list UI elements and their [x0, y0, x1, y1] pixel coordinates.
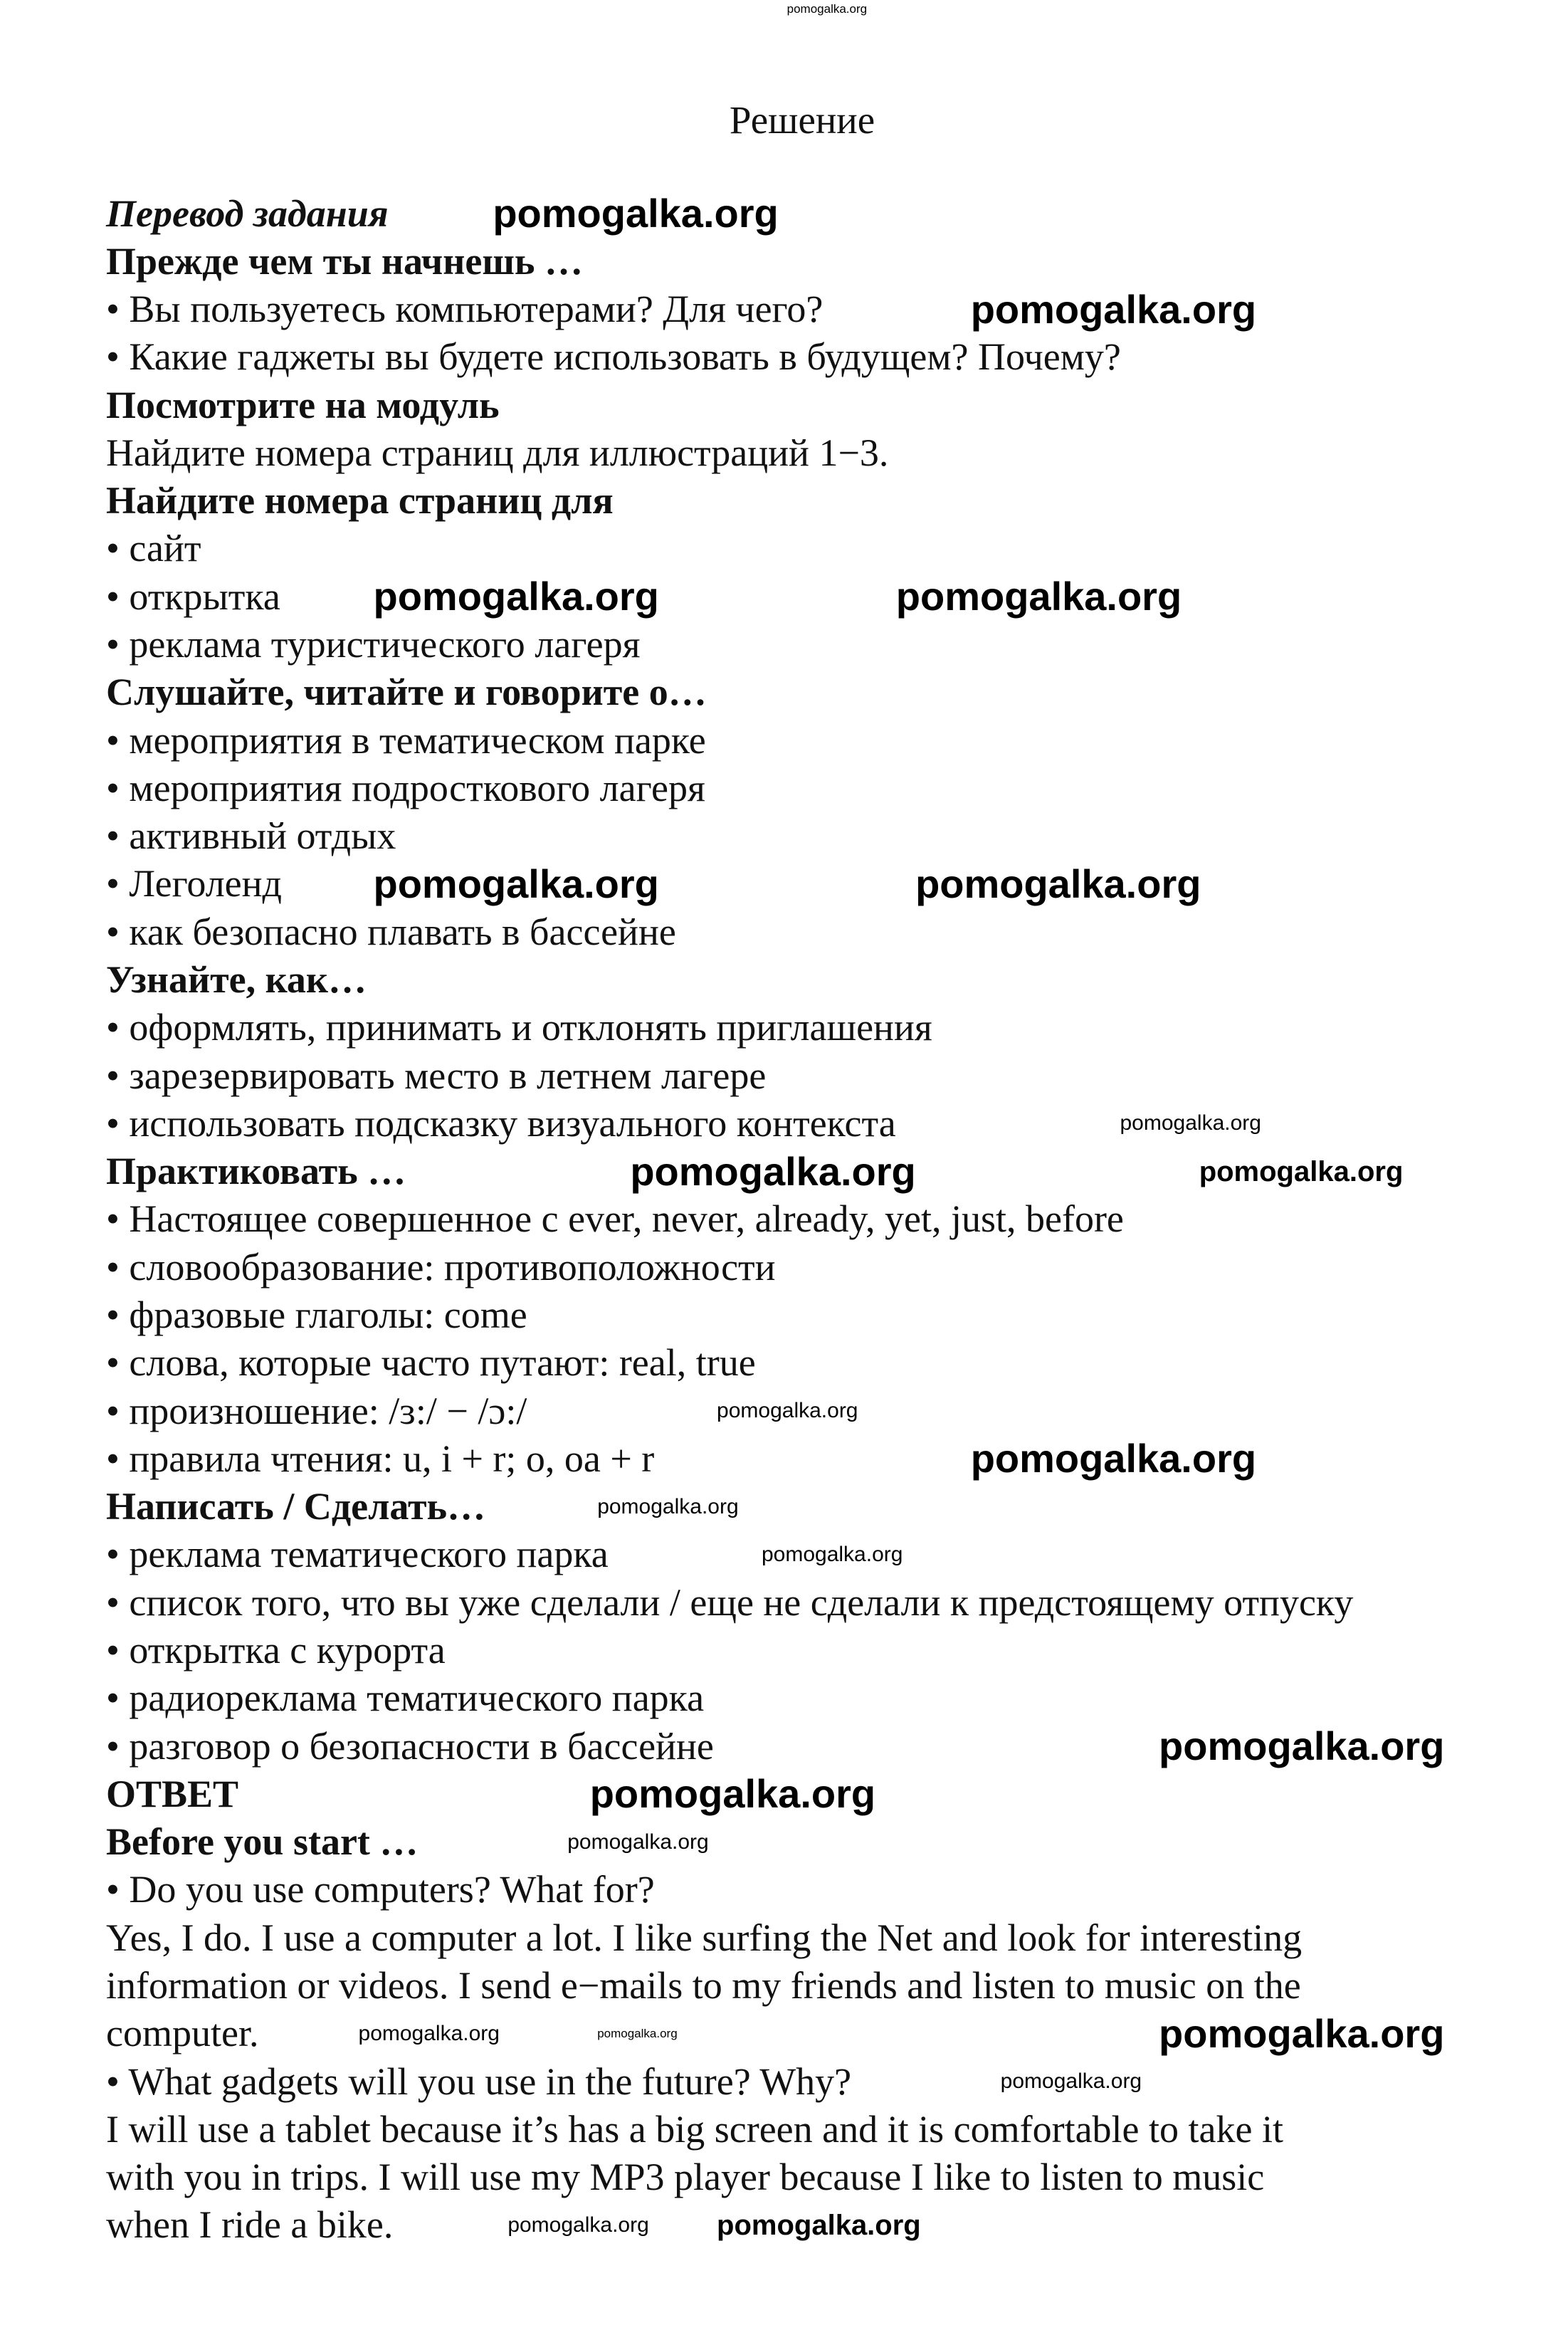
text-line: • список того, что вы уже сделали / еще не сделали к предстоящему отпуску — [106, 1580, 1354, 1624]
section-heading: Узнайте, как… — [106, 958, 367, 1002]
section-heading: Практиковать … — [106, 1150, 406, 1193]
watermark-text: pomogalka.org — [717, 1399, 858, 1423]
section-heading: Написать / Сделать… — [106, 1485, 486, 1528]
text-line: Найдите номера страниц для иллюстраций 1−3. — [106, 431, 889, 474]
text-line: • как безопасно плавать в бассейне — [106, 910, 676, 953]
text-line: • сайт — [106, 527, 201, 570]
page-title: Решение — [729, 98, 875, 142]
text-line: • активный отдых — [106, 814, 396, 858]
text-line: • слова, которые часто путают: real, true — [106, 1341, 756, 1385]
watermark-text: pomogalka.org — [786, 1, 868, 16]
watermark-text: pomogalka.org — [507, 2213, 649, 2237]
text-line: with you in trips. I will use my MP3 player because I like to listen to music — [106, 2156, 1265, 2199]
section-heading: Before you start … — [106, 1820, 419, 1864]
section-heading: Слушайте, читайте и говорите о… — [106, 671, 707, 714]
section-heading: Прежде чем ты начнешь … — [106, 239, 583, 283]
watermark-text: pomogalka.org — [1000, 2069, 1142, 2094]
text-line: • использовать подсказку визуального контекста — [106, 1101, 896, 1145]
text-line: • мероприятия подросткового лагеря — [106, 766, 705, 809]
text-line: computer. — [106, 2012, 259, 2055]
text-line: Yes, I do. I use a computer a lot. I like surfing the Net and look for interesting — [106, 1916, 1303, 1959]
text-line: • Вы пользуетесь компьютерами? Для чего? — [106, 288, 824, 331]
watermark-text: pomogalka.org — [358, 2021, 500, 2045]
text-line: • Какие гаджеты вы будете использовать в будущем? Почему? — [106, 335, 1121, 379]
text-line: • What gadgets will you use in the future? Why? — [106, 2059, 852, 2103]
section-heading: Найдите номера страниц для — [106, 479, 614, 523]
text-line: when I ride a bike. — [106, 2203, 394, 2247]
watermark-text: pomogalka.org — [1159, 1723, 1445, 1769]
text-line: • разговор о безопасности в бассейне — [106, 1724, 714, 1768]
watermark-text: pomogalka.org — [1120, 1111, 1261, 1135]
text-line: • открытка с курорта — [106, 1628, 446, 1672]
watermark-text: pomogalka.org — [493, 191, 779, 236]
watermark-text: pomogalka.org — [717, 2209, 921, 2241]
text-line: • фразовые глаголы: come — [106, 1293, 527, 1337]
text-line: • зарезервировать место в летнем лагере — [106, 1054, 767, 1097]
text-line: • Леголенд — [106, 862, 283, 906]
watermark-text: pomogalka.org — [373, 861, 659, 906]
watermark-text: pomogalka.org — [761, 1542, 903, 1566]
text-line: • мероприятия в тематическом парке — [106, 718, 706, 762]
watermark-text: pomogalka.org — [970, 1436, 1257, 1481]
section-heading: Посмотрите на модуль — [106, 383, 500, 426]
watermark-text: pomogalka.org — [597, 1494, 739, 1518]
watermark-text: pomogalka.org — [589, 1771, 876, 1817]
text-line: • произношение: /ɜ:/ − /ɔ:/ — [106, 1389, 527, 1432]
watermark-text: pomogalka.org — [1199, 1155, 1404, 1187]
text-line: • радиореклама тематического парка — [106, 1676, 705, 1720]
text-line: • открытка — [106, 574, 280, 618]
text-line: I will use a tablet because it’s has a big screen and it is comfortable to take it — [106, 2107, 1283, 2151]
text-line: • реклама туристического лагеря — [106, 623, 641, 666]
watermark-text: pomogalka.org — [895, 574, 1182, 619]
watermark-text: pomogalka.org — [970, 286, 1257, 332]
watermark-text: pomogalka.org — [915, 861, 1201, 906]
text-line: • словообразование: противоположности — [106, 1245, 776, 1289]
watermark-text: pomogalka.org — [567, 1830, 709, 1854]
text-line: • правила чтения: u, i + r; o, oa + r — [106, 1437, 655, 1480]
watermark-text: pomogalka.org — [1159, 2010, 1445, 2056]
text-line: • Настоящее совершенное с ever, never, already, yet, just, before — [106, 1197, 1124, 1241]
watermark-text: pomogalka.org — [597, 2027, 678, 2041]
watermark-text: pomogalka.org — [373, 574, 659, 619]
section-heading: Перевод задания — [106, 191, 389, 235]
section-heading: ОТВЕТ — [106, 1772, 239, 1815]
text-line: • реклама тематического парка — [106, 1533, 609, 1576]
text-line: • Do you use computers? What for? — [106, 1868, 655, 1911]
text-line: information or videos. I send e−mails to my friends and listen to music on the — [106, 1963, 1301, 2007]
text-line: • оформлять, принимать и отклонять приглашения — [106, 1006, 932, 1049]
watermark-text: pomogalka.org — [630, 1148, 916, 1194]
